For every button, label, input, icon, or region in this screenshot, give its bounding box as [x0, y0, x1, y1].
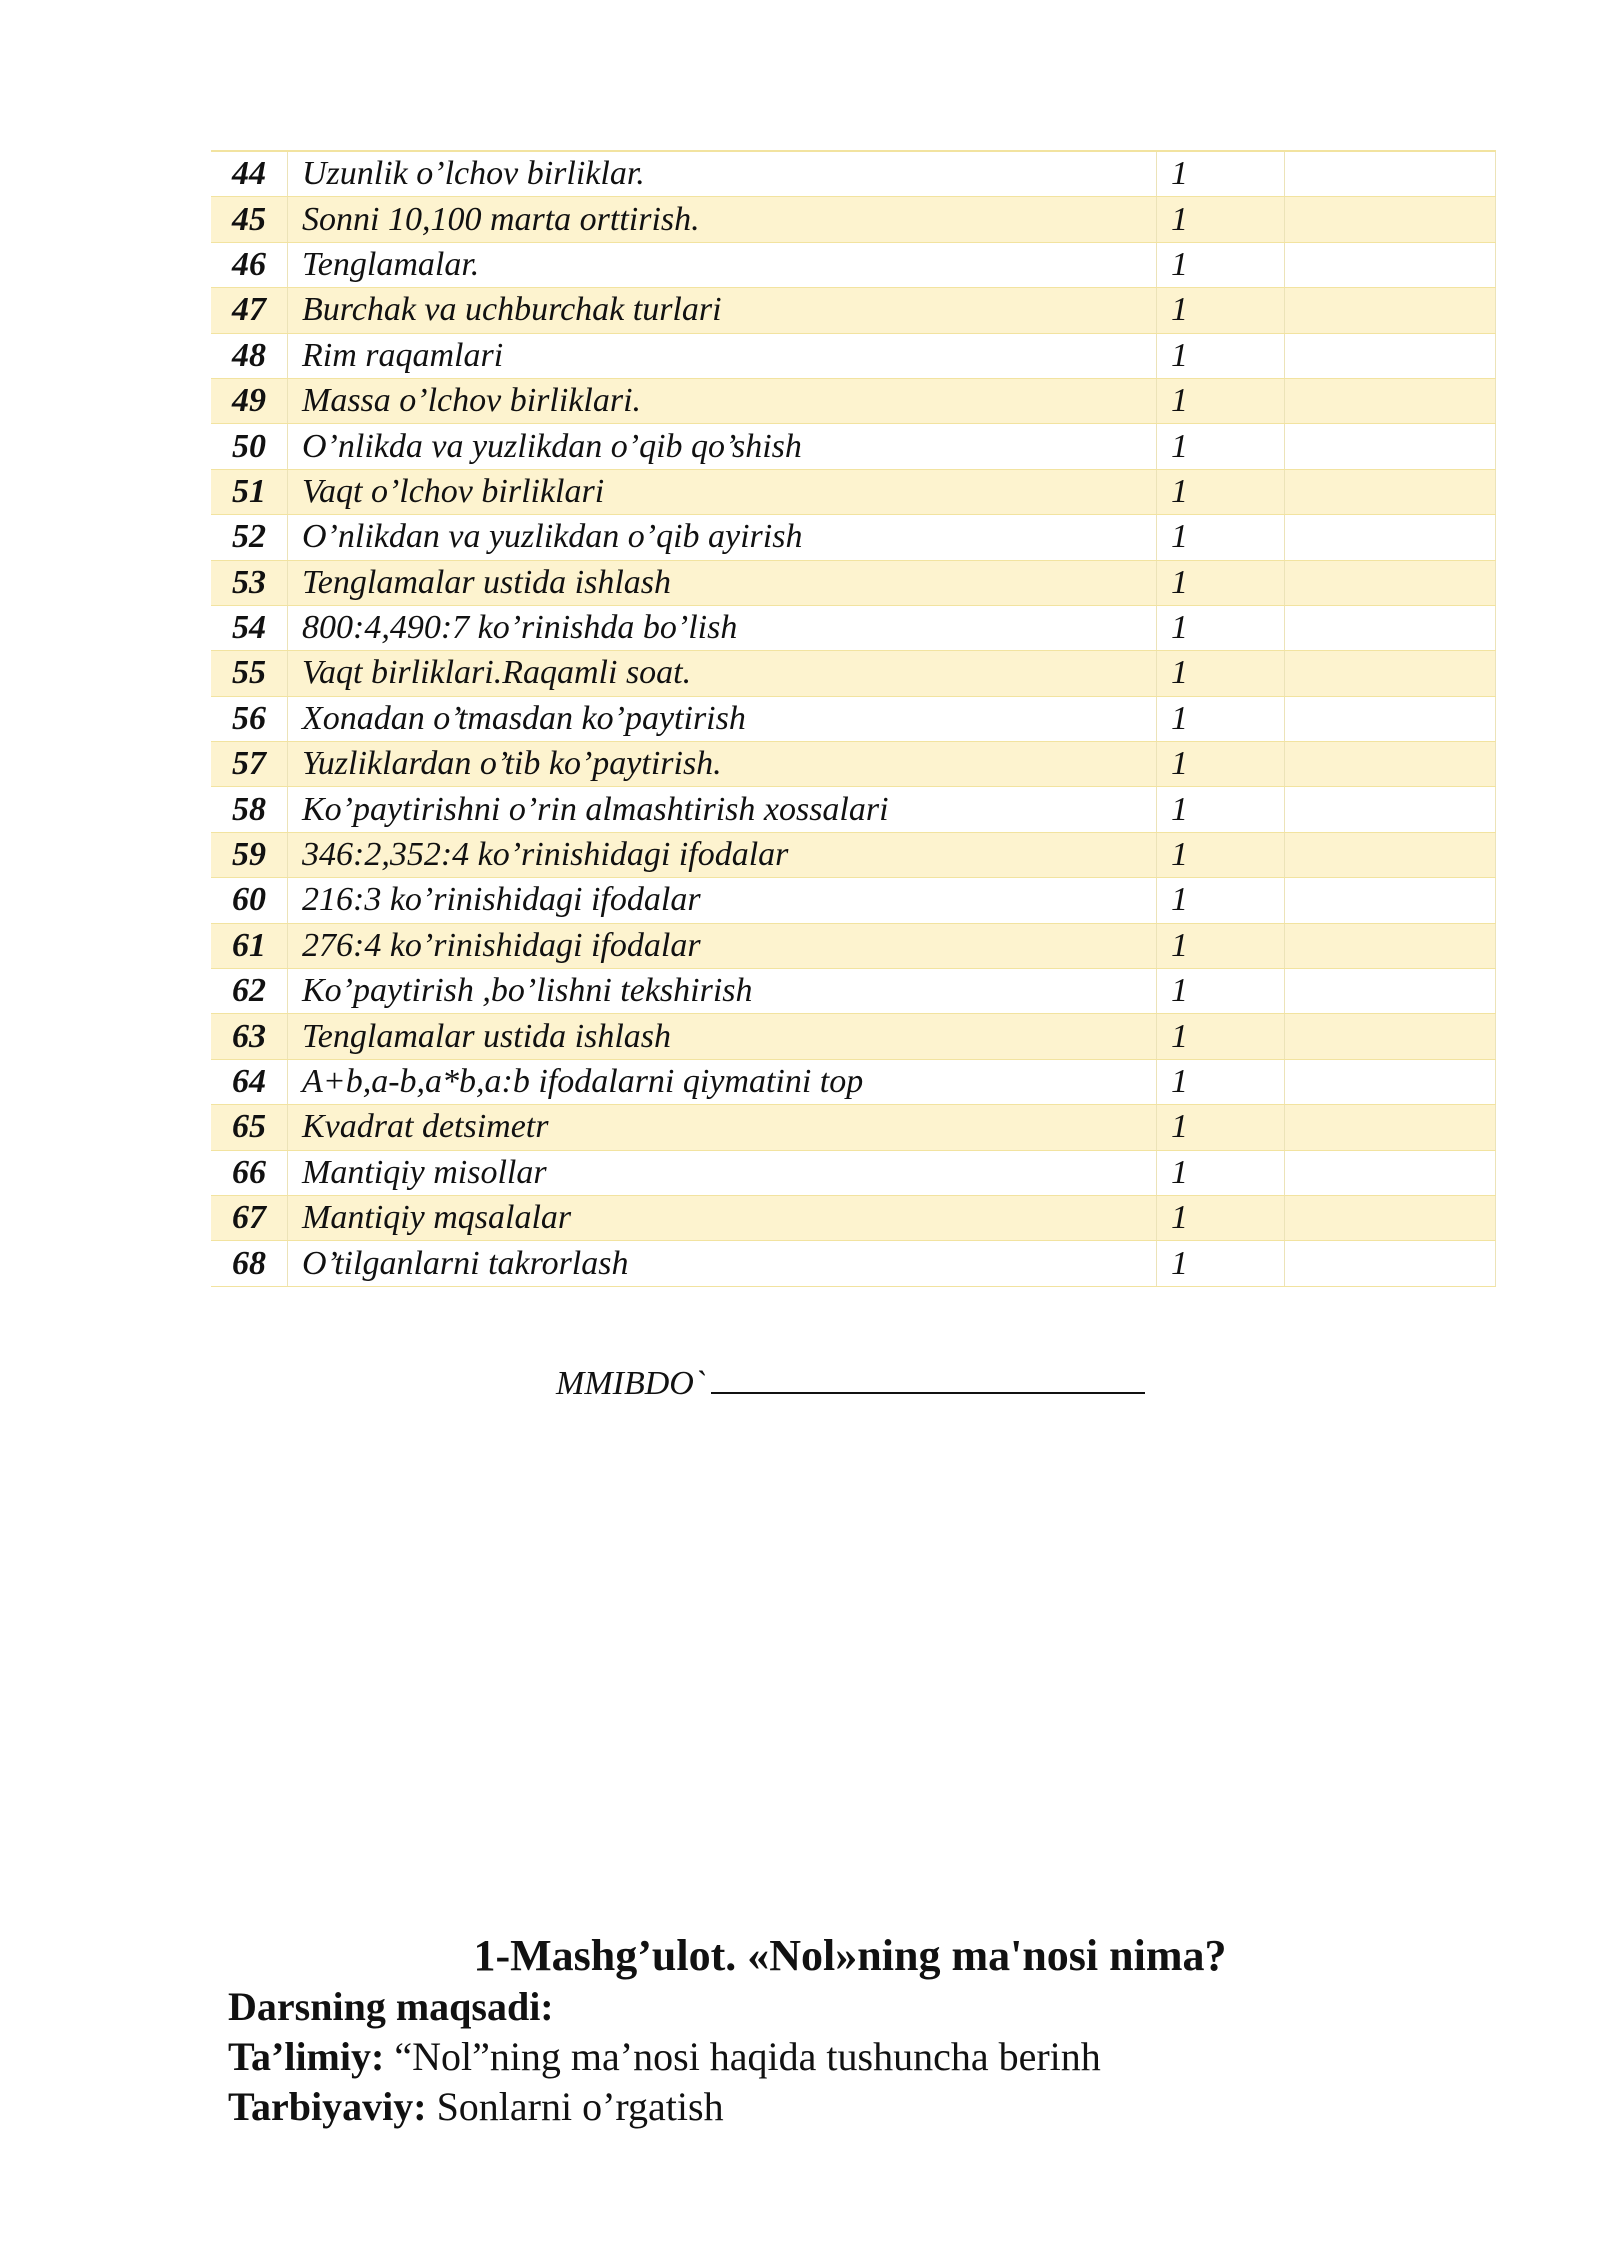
table-row: [211, 197, 1496, 242]
lesson-empty-cell: [1285, 197, 1496, 242]
lesson-number: 63: [211, 1014, 288, 1059]
lesson-empty-cell: [1285, 1150, 1496, 1195]
lesson-empty-cell: [1285, 469, 1496, 514]
table-row: [211, 242, 1496, 287]
lesson-empty-cell: [1285, 878, 1496, 923]
lesson-topic: O’nlikda va yuzlikdan o’qib qo’shish: [288, 424, 1157, 469]
lesson-hours: 1: [1157, 242, 1285, 287]
lesson-hours: 1: [1157, 151, 1285, 197]
lesson-hours: 1: [1157, 333, 1285, 378]
table-row: [211, 1150, 1496, 1195]
lesson-empty-cell: [1285, 742, 1496, 787]
lesson-topic: Xonadan o’tmasdan ko’paytirish: [288, 696, 1157, 741]
lesson-number: 47: [211, 288, 288, 333]
talimiy-label: Ta’limiy:: [228, 2034, 385, 2079]
lesson-number: 46: [211, 242, 288, 287]
lesson-hours: 1: [1157, 605, 1285, 650]
table-row: [211, 787, 1496, 832]
lesson-hours: 1: [1157, 969, 1285, 1014]
lesson-number: 60: [211, 878, 288, 923]
lesson-number: 67: [211, 1195, 288, 1240]
lesson-number: 64: [211, 1059, 288, 1104]
table-row: [211, 378, 1496, 423]
lesson-hours: 1: [1157, 378, 1285, 423]
lesson-empty-cell: [1285, 378, 1496, 423]
table-row: [211, 969, 1496, 1014]
table-row: [211, 1195, 1496, 1240]
table-row: [211, 560, 1496, 605]
lesson-topic: 216:3 ko’rinishidagi ifodalar: [288, 878, 1157, 923]
lesson-empty-cell: [1285, 787, 1496, 832]
lesson-number: 68: [211, 1241, 288, 1286]
lesson-empty-cell: [1285, 1241, 1496, 1286]
lesson-topic: Ko’paytirishni o’rin almashtirish xossalari: [288, 787, 1157, 832]
lesson-topic: O’nlikdan va yuzlikdan o’qib ayirish: [288, 515, 1157, 560]
lesson-hours: 1: [1157, 1105, 1285, 1150]
table-row: [211, 333, 1496, 378]
lesson-number: 62: [211, 969, 288, 1014]
lesson-number: 59: [211, 832, 288, 877]
lesson-empty-cell: [1285, 696, 1496, 741]
lesson-hours: 1: [1157, 923, 1285, 968]
lesson-topic: Kvadrat detsimetr: [288, 1105, 1157, 1150]
lesson-hours: 1: [1157, 787, 1285, 832]
lesson-topic: Burchak va uchburchak turlari: [288, 288, 1157, 333]
table-row: [211, 1241, 1496, 1286]
lesson-hours: 1: [1157, 469, 1285, 514]
table-row: [211, 1014, 1496, 1059]
lesson-topic: A+b,a-b,a*b,a:b ifodalarni qiymatini top: [288, 1059, 1157, 1104]
lesson-number: 65: [211, 1105, 288, 1150]
lesson-hours: 1: [1157, 742, 1285, 787]
lesson-plan-table-body: [211, 151, 1496, 1286]
lesson-topic: Tenglamalar ustida ishlash: [288, 560, 1157, 605]
lesson-empty-cell: [1285, 515, 1496, 560]
lesson-number: 44: [211, 151, 288, 197]
lesson-hours: 1: [1157, 651, 1285, 696]
lesson-hours: 1: [1157, 197, 1285, 242]
lesson-number: 50: [211, 424, 288, 469]
lesson-topic: Vaqt o’lchov birliklari: [288, 469, 1157, 514]
lesson-number: 54: [211, 605, 288, 650]
lesson-hours: 1: [1157, 1059, 1285, 1104]
table-row: [211, 424, 1496, 469]
lesson-topic: O’tilganlarni takrorlash: [288, 1241, 1157, 1286]
lesson-empty-cell: [1285, 605, 1496, 650]
lesson-empty-cell: [1285, 1014, 1496, 1059]
lesson-hours: 1: [1157, 560, 1285, 605]
lesson-hours: 1: [1157, 878, 1285, 923]
lesson-topic: Vaqt birliklari.Raqamli soat.: [288, 651, 1157, 696]
lesson-topic: Yuzliklardan o’tib ko’paytirish.: [288, 742, 1157, 787]
lesson-plan-table: [211, 150, 1496, 1287]
signature-label: MMIBDO`: [556, 1365, 706, 1402]
table-row: [211, 742, 1496, 787]
lesson-title: 1-Mashg’ulot. «Nol»ning ma'nosi nima?: [473, 1931, 1227, 1980]
lesson-empty-cell: [1285, 560, 1496, 605]
lesson-topic: Ko’paytirish ,bo’lishni tekshirish: [288, 969, 1157, 1014]
lesson-empty-cell: [1285, 923, 1496, 968]
lesson-empty-cell: [1285, 333, 1496, 378]
lesson-topic: Uzunlik o’lchov birliklar.: [288, 151, 1157, 197]
table-row: [211, 1059, 1496, 1104]
lesson-number: 56: [211, 696, 288, 741]
lesson-empty-cell: [1285, 969, 1496, 1014]
lesson-empty-cell: [1285, 242, 1496, 287]
lesson-number: 53: [211, 560, 288, 605]
signature-line: [556, 1360, 1145, 1403]
table-row: [211, 878, 1496, 923]
table-row: [211, 151, 1496, 197]
lesson-number: 66: [211, 1150, 288, 1195]
lesson-hours: 1: [1157, 1014, 1285, 1059]
lesson-topic: Mantiqiy misollar: [288, 1150, 1157, 1195]
lesson-empty-cell: [1285, 1195, 1496, 1240]
lesson-topic: Tenglamalar ustida ishlash: [288, 1014, 1157, 1059]
lesson-hours: 1: [1157, 424, 1285, 469]
lesson-number: 49: [211, 378, 288, 423]
table-row: [211, 288, 1496, 333]
lesson-number: 45: [211, 197, 288, 242]
lesson-empty-cell: [1285, 1105, 1496, 1150]
lesson-topic: 346:2,352:4 ko’rinishidagi ifodalar: [288, 832, 1157, 877]
lesson-topic: Rim raqamlari: [288, 333, 1157, 378]
lesson-topic: Sonni 10,100 marta orttirish.: [288, 197, 1157, 242]
lesson-hours: 1: [1157, 288, 1285, 333]
lesson-number: 55: [211, 651, 288, 696]
lesson-empty-cell: [1285, 288, 1496, 333]
lesson-topic: Mantiqiy mqsalalar: [288, 1195, 1157, 1240]
lesson-topic: 800:4,490:7 ko’rinishda bo’lish: [288, 605, 1157, 650]
lesson-empty-cell: [1285, 832, 1496, 877]
lesson-number: 52: [211, 515, 288, 560]
lesson-number: 51: [211, 469, 288, 514]
lesson-empty-cell: [1285, 651, 1496, 696]
lesson-goals: [228, 1982, 1101, 2132]
tarbiyaviy-text: Sonlarni o’rgatish: [426, 2084, 724, 2129]
lesson-topic: 276:4 ko’rinishidagi ifodalar: [288, 923, 1157, 968]
tarbiyaviy-label: Tarbiyaviy:: [228, 2084, 427, 2129]
talimiy-text: “Nol”ning ma’nosi haqida tushuncha berinh: [384, 2034, 1101, 2079]
table-row: [211, 651, 1496, 696]
lesson-number: 61: [211, 923, 288, 968]
lesson-hours: 1: [1157, 1150, 1285, 1195]
lesson-hours: 1: [1157, 1241, 1285, 1286]
lesson-number: 58: [211, 787, 288, 832]
lesson-hours: 1: [1157, 832, 1285, 877]
table-row: [211, 515, 1496, 560]
lesson-empty-cell: [1285, 151, 1496, 197]
signature-blank: [711, 1360, 1145, 1394]
lesson-empty-cell: [1285, 1059, 1496, 1104]
lesson-hours: 1: [1157, 1195, 1285, 1240]
table-row: [211, 469, 1496, 514]
goal-heading: Darsning maqsadi:: [228, 1984, 554, 2029]
table-row: [211, 696, 1496, 741]
table-row: [211, 923, 1496, 968]
lesson-hours: 1: [1157, 696, 1285, 741]
lesson-hours: 1: [1157, 515, 1285, 560]
lesson-empty-cell: [1285, 424, 1496, 469]
lesson-number: 57: [211, 742, 288, 787]
table-row: [211, 832, 1496, 877]
lesson-topic: Massa o’lchov birliklari.: [288, 378, 1157, 423]
table-row: [211, 605, 1496, 650]
lesson-topic: Tenglamalar.: [288, 242, 1157, 287]
table-row: [211, 1105, 1496, 1150]
lesson-number: 48: [211, 333, 288, 378]
